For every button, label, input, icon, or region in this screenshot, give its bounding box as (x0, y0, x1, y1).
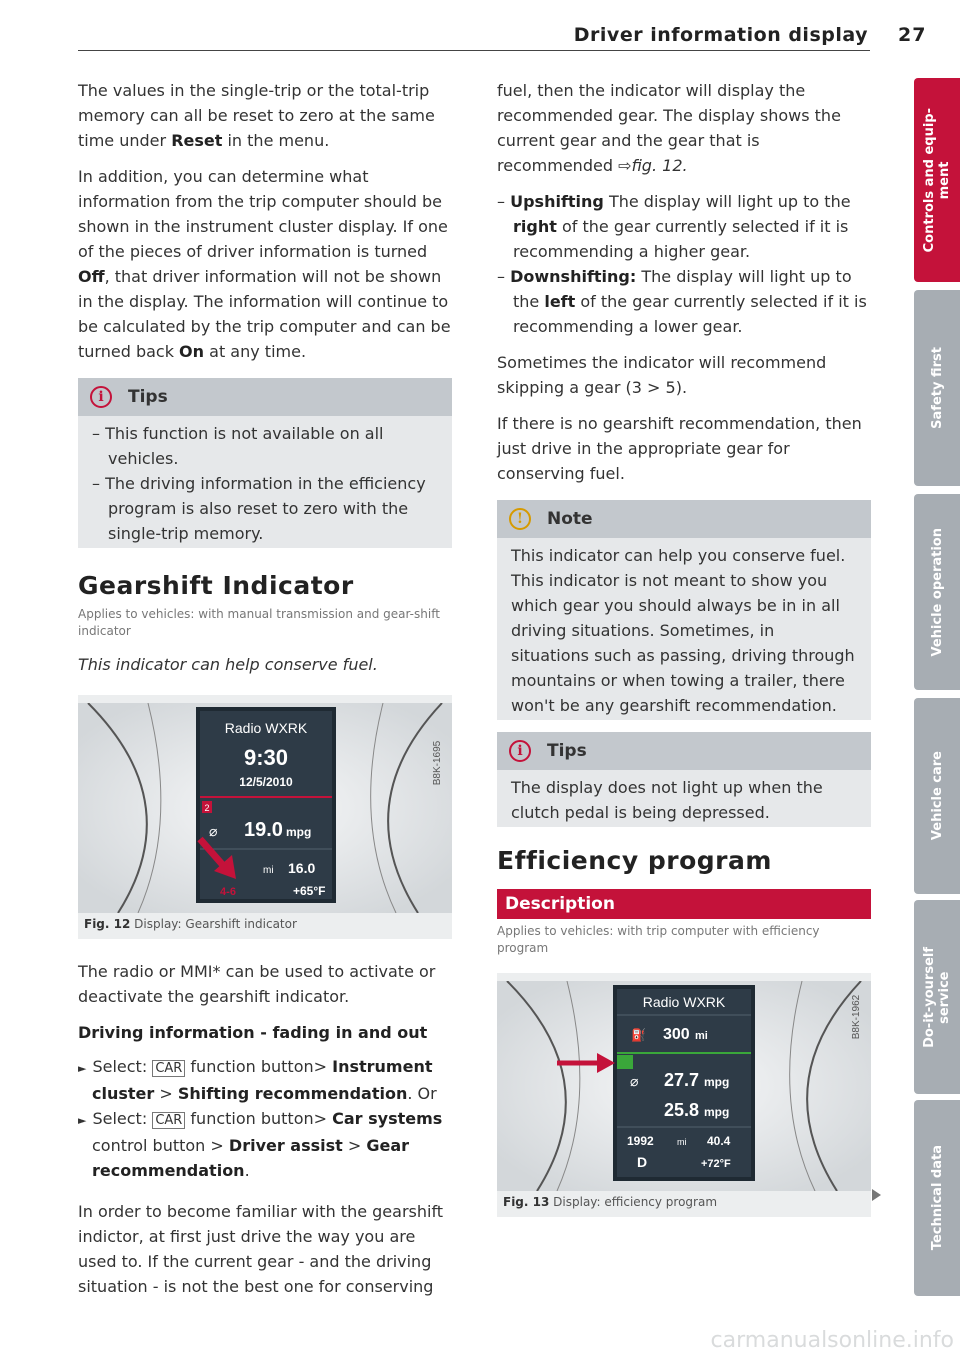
display-gear-range: 4-6 (220, 886, 236, 898)
info-icon: i (509, 740, 531, 762)
applies-to-note: Applies to vehicles: with trip computer with efficiency program (497, 924, 820, 955)
tips-box-2 (497, 732, 871, 827)
lead-sentence: This indicator can help conserve fuel. (78, 655, 378, 674)
info-icon: i (90, 386, 112, 408)
display-mi-value: 40.4 (707, 1134, 731, 1148)
skip-paragraph: Sometimes the indicator will recommend skipping a gear (3 > 5). (497, 353, 827, 397)
section-heading-gearshift: Gearshift Indicator (78, 571, 354, 600)
display-time: 9:30 (243, 745, 289, 770)
display-date: 12/5/2010 (239, 775, 293, 789)
tab-do-it-yourself-service[interactable]: Do-it-yourself service (914, 900, 960, 1094)
tips-body: The display does not light up when the clutch pedal is being depressed. (511, 778, 823, 822)
continue-arrow-icon (872, 1189, 881, 1201)
display-gear: D (637, 1154, 648, 1170)
fuel-pump-icon: ⛽ (631, 1028, 646, 1042)
running-header-title: Driver information display (573, 24, 868, 46)
car-key-icon: CAR (152, 1060, 185, 1077)
car-key-icon: CAR (152, 1112, 185, 1129)
figure-code: B8K-1962 (851, 994, 862, 1040)
display-mpg-unit-1: mpg (704, 1075, 730, 1089)
display-mi-label: mi (263, 865, 274, 876)
caution-icon: ! (509, 508, 531, 530)
watermark: carmanualsonline.info (710, 1328, 954, 1353)
efficiency-display-illustration (497, 981, 871, 1191)
tips-item: – This function is not available on all vehicles. (92, 424, 384, 468)
tips-title: Tips (128, 386, 168, 407)
display-range: 300 (663, 1026, 690, 1043)
header-divider (78, 50, 870, 51)
note-title: Note (547, 508, 593, 529)
intro-paragraph-2: In addition, you can determine what information from the trip computer should be shown in the instrument cluster display. If one of the pieces of driver information is turned Off, that driver information will not be shown in the display. The information will continue to be calculated by the trip computer and can be turned back On at any time. (78, 167, 451, 361)
tab-vehicle-care[interactable]: Vehicle care (914, 698, 960, 894)
note-box (497, 500, 871, 720)
display-mpg-1: 27.7 (664, 1070, 700, 1090)
intro-paragraph-1: The values in the single-trip or the total-trip memory can all be reset to zero at the same time under Reset in the menu. (78, 81, 435, 150)
downshifting-item: – Downshifting: The display will light up to the left of the gear currently selected if it is recommending a lower gear. (497, 267, 867, 336)
page-number: 27 (898, 24, 927, 46)
display-radio-label: Radio WXRK (642, 994, 726, 1010)
figure-13 (497, 973, 871, 1217)
select-step-2: ► Select: CAR function button> Car systems control button > Driver assist > Gear recommendation. (78, 1109, 443, 1180)
tab-safety-first[interactable]: Safety first (914, 290, 960, 486)
display-odometer: 1992 (627, 1134, 654, 1148)
radio-paragraph: The radio or MMI* can be used to activate or deactivate the gearshift indicator. (78, 962, 436, 1006)
applies-to-note: Applies to vehicles: with manual transmission and gear-shift indicator (78, 607, 440, 638)
gearshift-display-illustration (78, 703, 452, 913)
display-temp: +72°F (701, 1158, 731, 1170)
display-mpg-unit-2: mpg (704, 1105, 730, 1119)
display-temp: +65°F (293, 884, 326, 898)
select-step-1: ► Select: CAR function button> Instrument cluster > Shifting recommendation. Or (78, 1057, 437, 1103)
display-gear-box: 2 (204, 803, 210, 813)
display-mi-label: mi (677, 1137, 687, 1147)
continuation-paragraph: fuel, then the indicator will display the recommended gear. The display shows the current gear and the gear that is recommended ⇨fig. 12. (497, 81, 841, 175)
tips-title: Tips (547, 740, 587, 761)
no-recommendation-paragraph: If there is no gearshift recommendation, then just drive in the appropriate gear for conserving fuel. (497, 414, 862, 483)
display-mpg: 19.0 (244, 819, 283, 841)
description-bar: Description (497, 889, 871, 919)
display-mi-value: 16.0 (288, 860, 316, 876)
efficiency-leaf-icon (617, 1055, 633, 1069)
tips-item: – The driving information in the efficiency program is also reset to zero with the single-trip memory. (92, 474, 426, 543)
figure-caption: Fig. 13 Display: efficiency program (503, 1195, 718, 1209)
tab-controls-and-equipment[interactable]: Controls and equip- ment (914, 78, 960, 282)
display-radio-label: Radio WXRK (224, 720, 308, 736)
tab-technical-data[interactable]: Technical data (914, 1100, 960, 1296)
display-avg-symbol: ⌀ (209, 823, 218, 839)
figure-code: B8K-1695 (432, 740, 443, 786)
display-avg-symbol: ⌀ (630, 1073, 639, 1089)
tab-vehicle-operation[interactable]: Vehicle operation (914, 494, 960, 690)
note-body: This indicator can help you conserve fuel. This indicator is not meant to show you which gear you should always be in in all driving situations. Sometimes, in situations such as passing, driving through mountains or when towing a trailer, there won't be any gearshift recommendation. (511, 546, 855, 715)
upshifting-item: – Upshifting The display will light up to the right of the gear currently selected if it is recommending a higher gear. (497, 192, 851, 261)
final-paragraph: In order to become familiar with the gearshift indictor, at first just drive the way you are used to. If the current gear - and the driving situation - is not the best one for conserving (78, 1202, 444, 1296)
figure-caption: Fig. 12 Display: Gearshift indicator (84, 917, 297, 931)
display-mpg-unit: mpg (286, 825, 312, 839)
figure-12 (78, 695, 452, 939)
display-range-unit: mi (695, 1030, 708, 1042)
right-column (497, 78, 871, 1237)
left-column (78, 78, 452, 1310)
display-mpg-2: 25.8 (664, 1100, 700, 1120)
tips-box (78, 378, 452, 548)
section-heading-efficiency: Efficiency program (497, 846, 772, 875)
subheading-driving-info: Driving information - fading in and out (78, 1023, 428, 1042)
